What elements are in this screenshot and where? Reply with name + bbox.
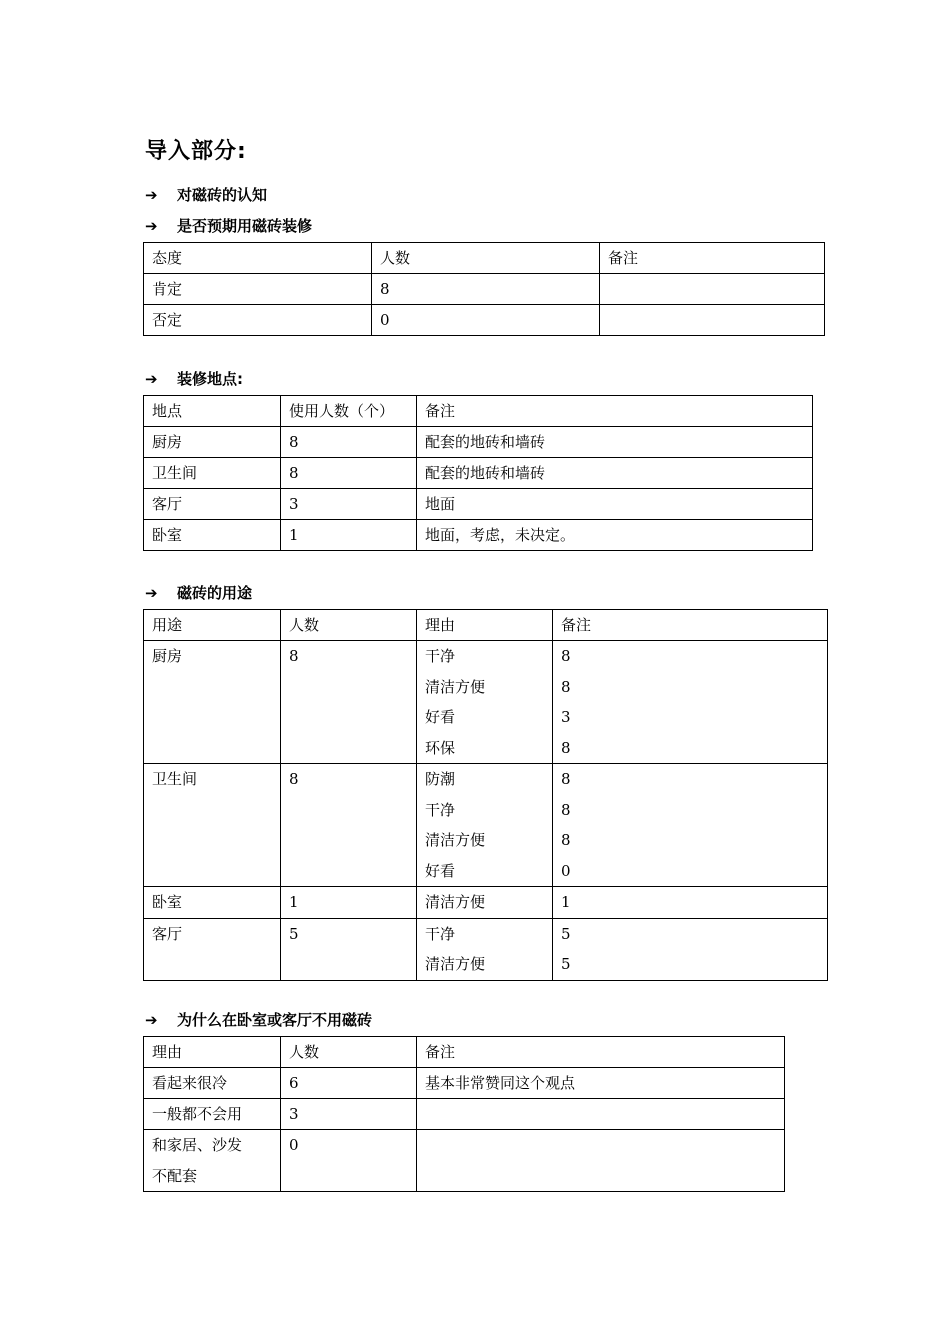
header-cell: 备注 bbox=[417, 396, 813, 427]
section-title: 导入部分: bbox=[145, 139, 247, 164]
table-cell: 地面，考虑，未决定。 bbox=[417, 520, 813, 551]
reason-line: 清洁方便 bbox=[425, 955, 486, 973]
table-cell bbox=[144, 1130, 281, 1192]
table-cell: 6 bbox=[281, 1068, 417, 1099]
arrow-icon: ➔ bbox=[145, 1011, 158, 1029]
table-header-row bbox=[144, 1037, 785, 1068]
table-cell: 8 bbox=[281, 641, 417, 764]
table-row bbox=[144, 458, 813, 489]
header-cell: 理由 bbox=[144, 1037, 281, 1068]
header-cell: 备注 bbox=[553, 610, 828, 641]
reason-cell bbox=[417, 887, 553, 919]
table-cell: 1 bbox=[281, 520, 417, 551]
note-cell bbox=[553, 764, 828, 887]
table-cell: 1 bbox=[281, 887, 417, 919]
header-cell: 备注 bbox=[600, 243, 825, 274]
table-cell: 配套的地砖和墙砖 bbox=[417, 427, 813, 458]
table-cell bbox=[417, 1130, 785, 1192]
reason-line: 好看 bbox=[425, 861, 456, 880]
reason-line: 干净 bbox=[425, 800, 456, 819]
table-cell: 8 bbox=[372, 274, 600, 305]
table-row bbox=[144, 520, 813, 551]
note-line: 3 bbox=[561, 708, 571, 726]
bullet-label: 是否预期用磁砖装修 bbox=[177, 217, 313, 235]
table-cell: 3 bbox=[281, 489, 417, 520]
table-cell bbox=[417, 1099, 785, 1130]
reason-line: 清洁方便 bbox=[425, 831, 486, 849]
note-line: 8 bbox=[561, 831, 571, 849]
header-cell: 理由 bbox=[417, 610, 553, 641]
header-cell: 人数 bbox=[281, 1037, 417, 1068]
header-cell: 备注 bbox=[417, 1037, 785, 1068]
reason-line: 防潮 bbox=[425, 770, 456, 788]
header-cell: 用途 bbox=[144, 610, 281, 641]
bullet-item-tile-awareness bbox=[145, 184, 267, 206]
table-row bbox=[144, 641, 828, 764]
attitude-table bbox=[143, 242, 825, 336]
bullet-label: 对磁砖的认知 bbox=[177, 186, 268, 204]
table-cell: 3 bbox=[281, 1099, 417, 1130]
reason-table bbox=[143, 1036, 785, 1192]
cell-line: 不配套 bbox=[152, 1166, 198, 1185]
table-cell: 0 bbox=[372, 305, 600, 336]
bullet-item-why-not bbox=[145, 1009, 372, 1031]
reason-line: 干净 bbox=[425, 924, 456, 943]
table-cell bbox=[600, 305, 825, 336]
reason-line: 清洁方便 bbox=[425, 677, 486, 696]
table-row bbox=[144, 274, 825, 305]
table-cell: 厨房 bbox=[144, 641, 281, 764]
table-row bbox=[144, 918, 828, 980]
arrow-icon: ➔ bbox=[145, 584, 158, 602]
table-row bbox=[144, 1068, 785, 1099]
table-cell: 卫生间 bbox=[144, 458, 281, 489]
bullet-label: 为什么在卧室或客厅不用磁砖 bbox=[177, 1011, 373, 1029]
table-cell: 8 bbox=[281, 427, 417, 458]
table-row bbox=[144, 489, 813, 520]
note-line: 8 bbox=[561, 647, 571, 665]
table-cell: 厨房 bbox=[144, 427, 281, 458]
note-line: 5 bbox=[561, 924, 571, 943]
table-row bbox=[144, 305, 825, 336]
table-cell: 卧室 bbox=[144, 520, 281, 551]
table-header-row bbox=[144, 396, 813, 427]
table-row bbox=[144, 1130, 785, 1192]
table-cell: 卧室 bbox=[144, 887, 281, 919]
reason-cell bbox=[417, 641, 553, 764]
note-line: 8 bbox=[561, 677, 571, 696]
bullet-label: 磁砖的用途 bbox=[177, 584, 253, 602]
header-cell: 人数 bbox=[281, 610, 417, 641]
header-cell: 人数 bbox=[372, 243, 600, 274]
table-cell: 一般都不会用 bbox=[144, 1099, 281, 1130]
table-row bbox=[144, 1099, 785, 1130]
cell-line: 和家居、沙发 bbox=[152, 1136, 243, 1154]
note-line: 8 bbox=[561, 770, 571, 788]
table-cell: 否定 bbox=[144, 305, 372, 336]
table-cell: 配套的地砖和墙砖 bbox=[417, 458, 813, 489]
table-cell: 看起来很冷 bbox=[144, 1068, 281, 1099]
reason-line: 好看 bbox=[425, 708, 456, 726]
reason-line: 干净 bbox=[425, 647, 456, 665]
note-line: 1 bbox=[561, 893, 571, 911]
usage-table bbox=[143, 609, 828, 981]
table-row bbox=[144, 764, 828, 887]
table-header-row bbox=[144, 610, 828, 641]
reason-line: 清洁方便 bbox=[425, 893, 486, 911]
note-cell bbox=[553, 918, 828, 980]
table-cell: 客厅 bbox=[144, 918, 281, 980]
table-row bbox=[144, 887, 828, 919]
arrow-icon: ➔ bbox=[145, 370, 158, 388]
bullet-item-expect-tile bbox=[145, 215, 312, 237]
table-cell: 基本非常赞同这个观点 bbox=[417, 1068, 785, 1099]
note-line: 8 bbox=[561, 800, 571, 819]
bullet-label: 装修地点: bbox=[177, 370, 243, 388]
bullet-item-location bbox=[145, 368, 243, 390]
note-cell bbox=[553, 641, 828, 764]
note-line: 5 bbox=[561, 955, 571, 973]
reason-cell bbox=[417, 918, 553, 980]
table-row bbox=[144, 427, 813, 458]
header-cell: 态度 bbox=[144, 243, 372, 274]
bullet-item-usage bbox=[145, 582, 252, 604]
header-cell: 地点 bbox=[144, 396, 281, 427]
note-line: 0 bbox=[561, 861, 571, 880]
arrow-icon: ➔ bbox=[145, 186, 158, 204]
table-cell: 0 bbox=[281, 1130, 417, 1192]
table-cell: 8 bbox=[281, 458, 417, 489]
table-cell bbox=[600, 274, 825, 305]
table-cell: 肯定 bbox=[144, 274, 372, 305]
note-cell bbox=[553, 887, 828, 919]
location-table bbox=[143, 395, 813, 551]
table-cell: 地面 bbox=[417, 489, 813, 520]
reason-line: 环保 bbox=[425, 738, 456, 757]
note-line: 8 bbox=[561, 738, 571, 757]
reason-cell bbox=[417, 764, 553, 887]
table-cell: 8 bbox=[281, 764, 417, 887]
table-cell: 卫生间 bbox=[144, 764, 281, 887]
table-header-row bbox=[144, 243, 825, 274]
table-cell: 客厅 bbox=[144, 489, 281, 520]
arrow-icon: ➔ bbox=[145, 217, 158, 235]
table-cell: 5 bbox=[281, 918, 417, 980]
header-cell: 使用人数（个） bbox=[281, 396, 417, 427]
